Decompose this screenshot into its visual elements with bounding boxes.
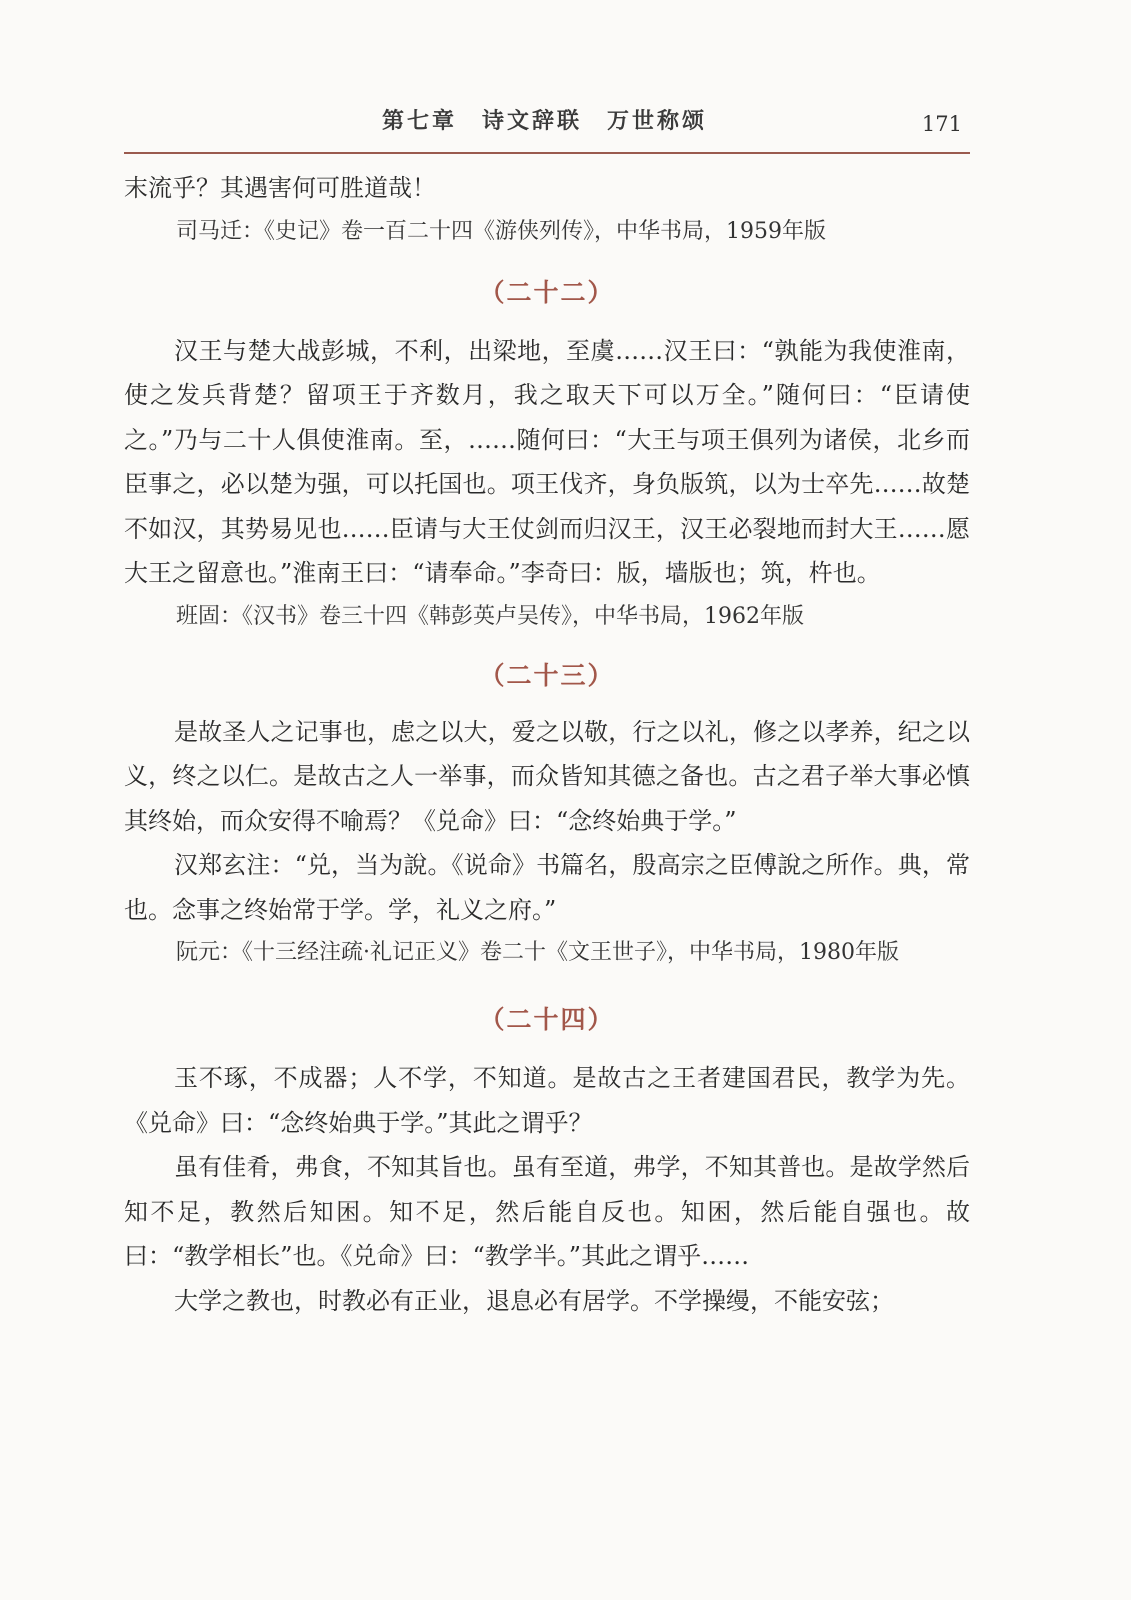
paragraph: 玉不琢，不成器；人不学，不知道。是故古之王者建国君民，教学为先。《兑命》曰：“念终始典于学。”其此之谓乎？ [124, 1064, 970, 1137]
page-header [124, 100, 970, 152]
page-body [124, 166, 970, 1323]
paragraph: 汉王与楚大战彭城，不利，出梁地，至虞……汉王曰：“孰能为我使淮南，使之发兵背楚？留项王于齐数月，我之取天下可以万全。”随何曰：“臣请使之。”乃与二十人俱使淮南。至，……随何曰：“大王与项王俱列为诸侯，北乡而臣事之，必以楚为强，可以托国也。项王伐齐，身负版筑，以为士卒先……故楚不如汉，其势易见也……臣请与大王仗剑而归汉王，汉王必裂地而封大王……愿大王之留意也。”淮南王曰：“请奉命。”李奇曰：版，墙版也；筑，杵也。 [124, 336, 970, 587]
paragraph: 虽有佳肴，弗食，不知其旨也。虽有至道，弗学，不知其普也。是故学然后知不足，教然后知困。知不足，然后能自反也。知困，然后能自强也。故曰：“教学相长”也。《兑命》曰：“教学半。”其此之谓乎…… [124, 1153, 970, 1270]
paragraph: 汉郑玄注：“兑，当为說。《说命》书篇名，殷高宗之臣傅說之所作。典，常也。念事之终始常于学。学，礼义之府。” [124, 851, 970, 924]
page-number: 171 [921, 112, 962, 136]
paragraph: 大学之教也，时教必有正业，退息必有居学。不学操缦，不能安弦； [174, 1286, 894, 1315]
source-citation: 班固：《汉书》卷三十四《韩彭英卢吴传》，中华书局，1962年版 [176, 603, 804, 629]
paragraph: 末流乎？其遇害何可胜道哉！ [124, 174, 436, 202]
chapter-title: 第七章 诗文辞联 万世称颂 [382, 109, 708, 134]
source-citation: 阮元：《十三经注疏·礼记正义》卷二十《文王世子》，中华书局，1980年版 [176, 940, 899, 965]
section-heading: （二十二） [479, 277, 615, 307]
source-citation: 司马迁：《史记》卷一百二十四《游侠列传》，中华书局，1959年版 [176, 218, 826, 244]
section-heading: （二十三） [479, 660, 615, 690]
paragraph: 是故圣人之记事也，虑之以大，爱之以敬，行之以礼，修之以孝养，纪之以义，终之以仁。是故古之人一举事，而众皆知其德之备也。古之君子举大事必慎其终始，而众安得不喻焉？《兑命》曰：“念终始典于学。” [124, 717, 970, 835]
section-heading: （二十四） [479, 1005, 615, 1034]
header-rule [124, 152, 970, 154]
